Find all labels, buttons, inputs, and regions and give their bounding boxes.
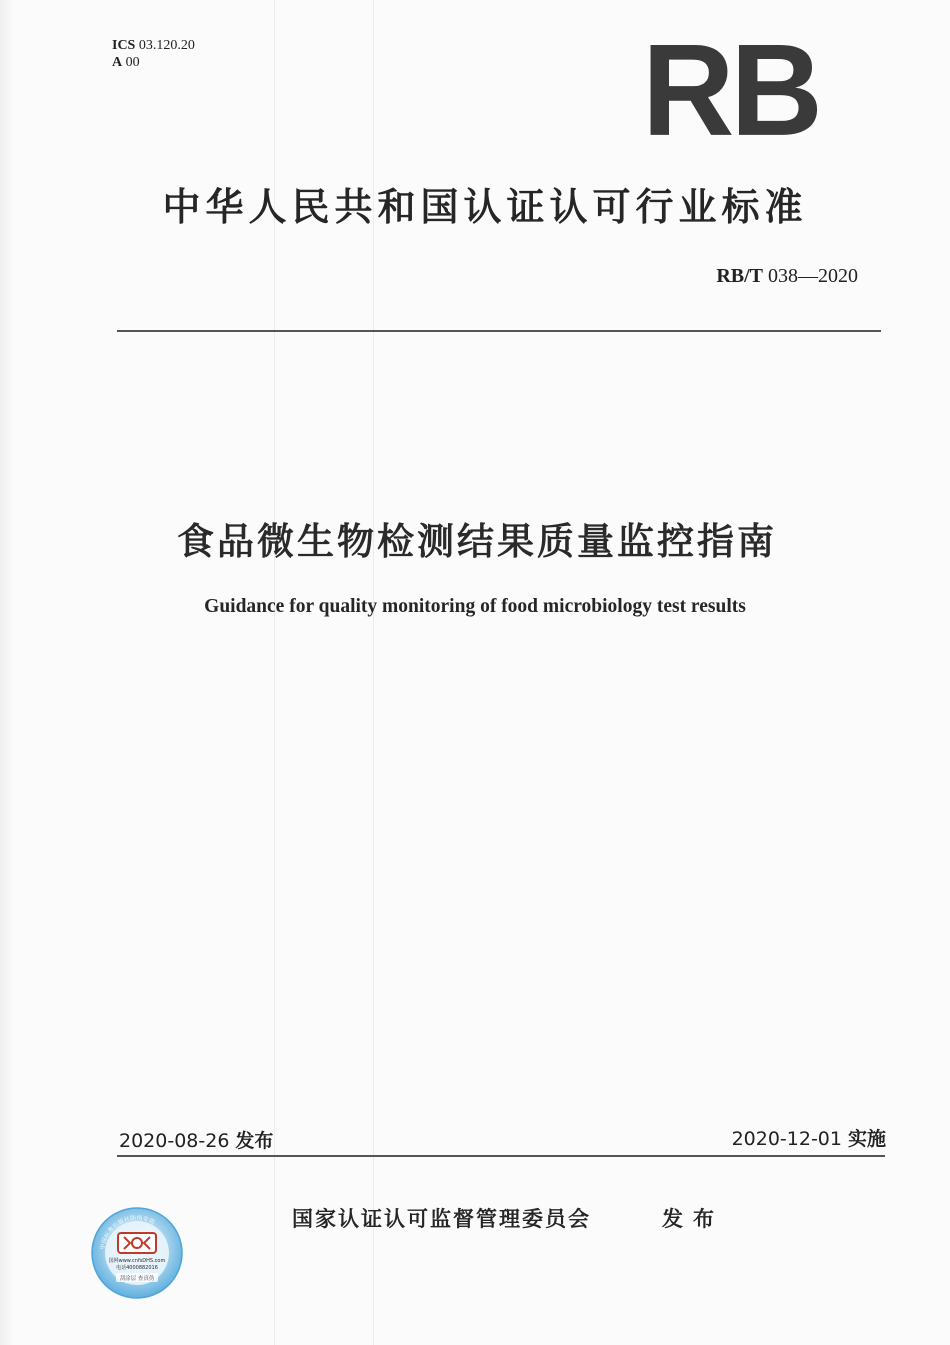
standard-number-value: 038—2020 xyxy=(768,265,858,287)
footer-divider xyxy=(117,1155,885,1157)
ccs-label: A xyxy=(112,55,123,70)
implementation-date xyxy=(732,1124,886,1151)
seal-line-2: 电话4000882016 xyxy=(116,1265,158,1271)
issuing-verb: 发布 xyxy=(662,1207,724,1231)
issuing-authority: 国家认证认可监督管理委员会 xyxy=(292,1207,591,1231)
seal-line-1: 国网www.cnfsDHS.com xyxy=(108,1258,166,1264)
classification-codes xyxy=(112,37,195,71)
ics-line xyxy=(112,37,195,54)
standard-title: 中华人民共和国认证认可行业标准 xyxy=(162,185,808,229)
ccs-line xyxy=(112,54,195,71)
ics-label: ICS xyxy=(112,38,136,53)
seal-top-text: 中国标准出版社防伪专用 xyxy=(99,1214,156,1251)
anti-counterfeit-seal xyxy=(90,1206,184,1300)
standard-number-code: RB/T xyxy=(716,265,763,287)
issue-date-value: 2020-08-26 xyxy=(119,1130,230,1152)
rb-logo: RB xyxy=(642,17,819,164)
standard-number xyxy=(716,265,858,288)
ics-code: 03.120.20 xyxy=(138,38,195,53)
document-title-cn: 食品微生物检测结果质量监控指南 xyxy=(177,520,777,563)
document-title-en: Guidance for quality monitoring of food microbiology test results xyxy=(204,596,746,617)
issue-date-verb: 发布 xyxy=(235,1130,274,1152)
issue-date xyxy=(119,1126,273,1153)
seal-emblem-icon xyxy=(118,1233,156,1253)
implementation-date-value: 2020-12-01 xyxy=(731,1128,842,1150)
seal-bottom-text: 刮涂层 查真伪 xyxy=(119,1276,155,1282)
ccs-code: 00 xyxy=(125,55,140,70)
header-divider xyxy=(117,330,881,332)
implementation-date-verb: 实施 xyxy=(847,1128,886,1150)
